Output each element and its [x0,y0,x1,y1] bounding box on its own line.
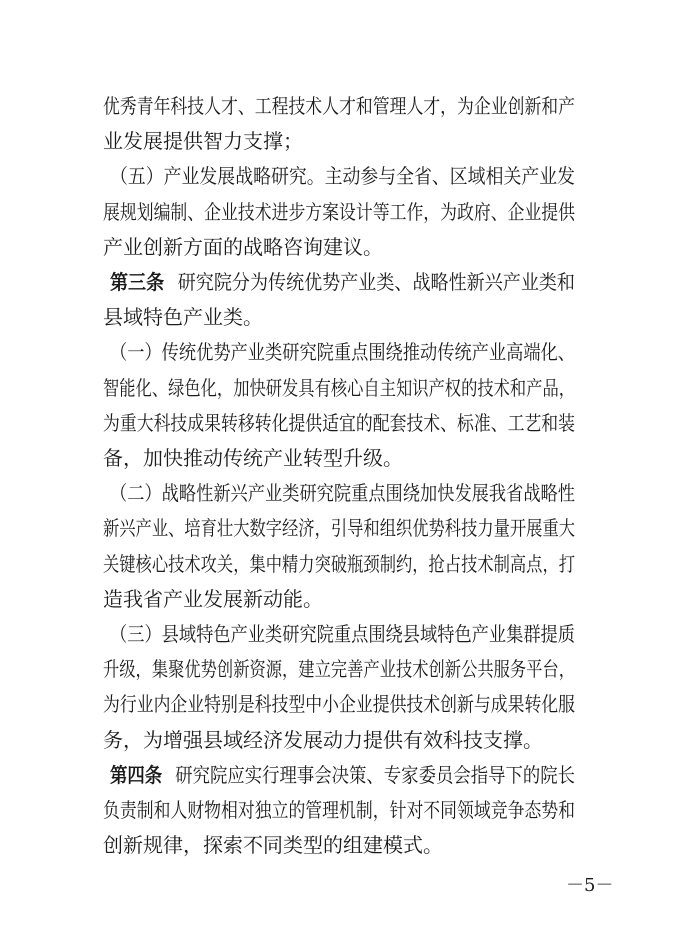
paragraph-line [103,796,575,824]
line-text: 县域特色产业类。 [103,305,263,330]
paragraph-line [103,690,575,718]
line-text: 备，加快推动传统产业转型升级。 [103,446,403,470]
line-text: 为重大科技成果转移转化提供适宜的配套技术、标准、工艺和装 [103,410,576,435]
line-text: 产业创新方面的战略咨询建议。 [103,234,383,259]
line-text: 研究院分为传统优势产业类、战略性新兴产业类和 [177,270,575,294]
line-text: 业发展提供智力支撑； [103,129,303,154]
line-text: 新兴产业、培育壮大数字经济，引导和组织优势科技力量开展重大 [103,516,576,541]
line-text: 关键核心技术攻关，集中精力突破瓶颈制约，抢占技术制高点，打 [103,551,576,576]
paragraph-line [103,655,575,683]
line-text: 智能化、绿色化，加快研发具有核心自主知识产权的技术和产品， [103,375,576,400]
paragraph-line [103,726,543,754]
article-line [110,761,575,789]
article-label-fourth: 第四条 [110,762,163,787]
paragraph-line [103,409,575,437]
paragraph-line [103,444,403,472]
line-text: 优秀青年科技人才、工程技术人才和管理人才，为企业创新和产 [103,94,576,118]
line-text: 造我省产业发展新动能。 [103,586,323,611]
paragraph-line [103,585,323,613]
paragraph-line [103,92,575,120]
line-text: 创新规律，探索不同类型的组建模式。 [103,833,443,858]
line-text: 升级，集聚优势创新资源，建立完善产业技术创新公共服务平台， [103,657,576,682]
paragraph-line [110,479,575,507]
article-line [110,268,575,296]
paragraph-line [103,233,383,261]
page-number: －5－ [566,875,614,896]
paragraph-line [103,550,575,578]
paragraph-line [110,620,575,648]
paragraph-line [103,127,303,155]
line-text: 研究院应实行理事会决策、专家委员会指导下的院长 [175,762,576,787]
line-text: 负责制和人财物相对独立的管理机制，针对不同领域竞争态势和 [103,798,576,822]
paragraph-line [103,198,575,226]
line-text: （五）产业发展战略研究。主动参与全省、区域相关产业发 [110,164,575,189]
line-text: （二）战略性新兴产业类研究院重点围绕加快发展我省战略性 [110,481,575,506]
line-text: 为行业内企业特别是科技型中小企业提供技术创新与成果转化服 [103,692,576,717]
paragraph-line [110,162,575,190]
line-text: 展规划编制、企业技术进步方案设计等工作，为政府、企业提供 [103,199,576,224]
paragraph-line [110,338,575,366]
line-text: 务，为增强县域经济发展动力提供有效科技支撑。 [103,727,543,752]
line-text: （三）县域特色产业类研究院重点围绕县域特色产业集群提质 [110,622,575,646]
paragraph-line [103,514,575,542]
article-label-third: 第三条 [110,270,165,294]
paragraph-line [103,831,443,859]
line-text: （一）传统优势产业类研究院重点围绕推动传统产业高端化、 [110,340,575,365]
paragraph-line [103,374,575,402]
paragraph-line [103,303,263,331]
